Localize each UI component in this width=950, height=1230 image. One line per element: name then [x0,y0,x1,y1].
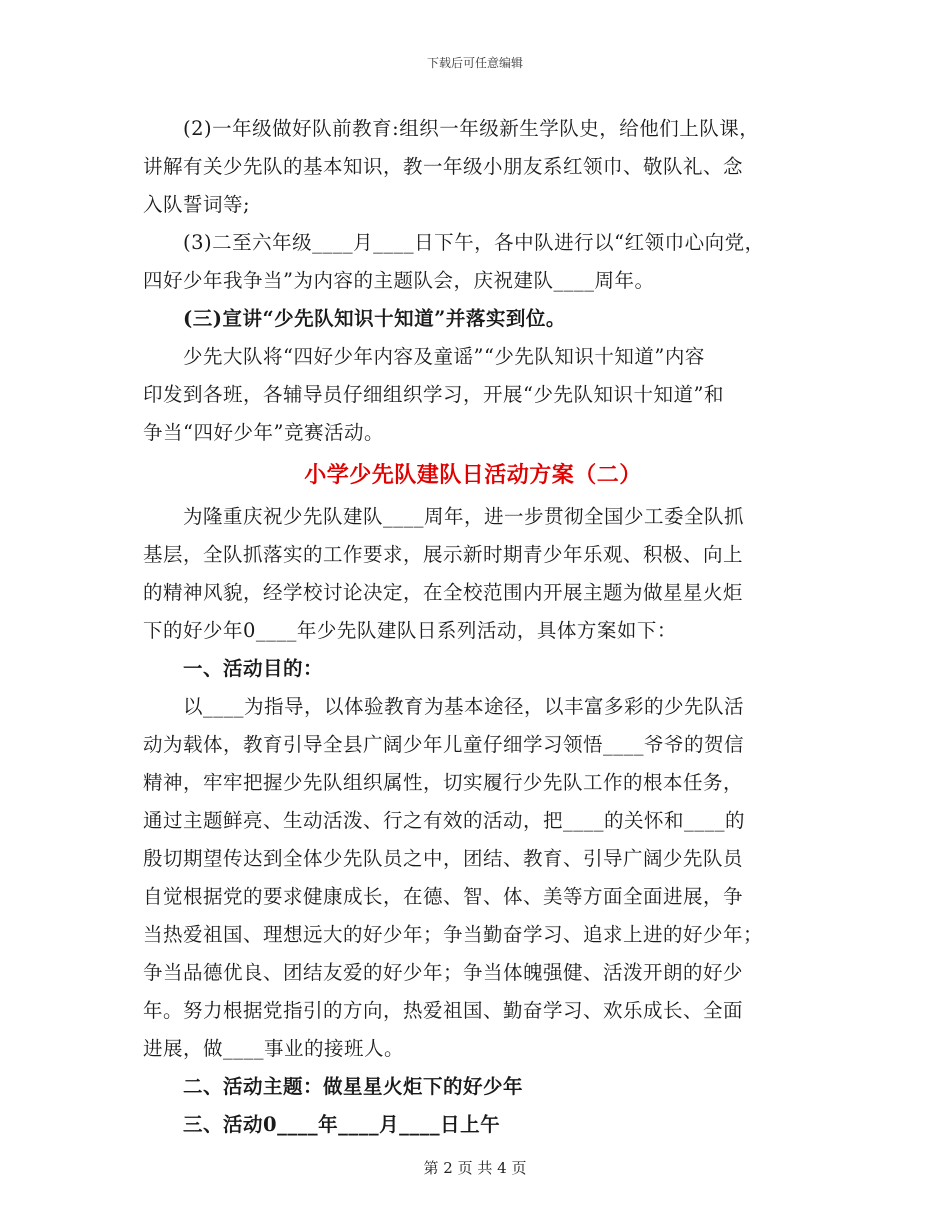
paragraph-line: 自觉根据党的要求健康成长，在德、智、体、美等方面全面进展，争 [143,885,744,908]
paragraph-line: 基层，全队抓落实的工作要求，展示新时期青少年乐观、积极、向上 [143,543,744,566]
section-heading: (三)宣讲“少先队知识十知道”并落实到位。 [183,307,566,330]
paragraph-line: 争当“四好少年”竞赛活动。 [143,421,384,444]
paragraph-line: (2)一年级做好队前教育:组织一年级新生学队史，给他们上队课， [183,117,760,140]
paragraph-line: (3)二至六年级____月____日下午，各中队进行以“红领巾心向党， [183,231,765,254]
paragraph-line: 入队誓词等; [143,193,251,216]
paragraph-line: 当热爱祖国、理想远大的好少年；争当勤奋学习、追求上进的好少年； [143,923,764,946]
paragraph-line: 四好少年我争当”为内容的主题队会，庆祝建队____周年。 [143,269,655,292]
section-heading: 三、活动0____年____月____日上午 [183,1113,501,1136]
paragraph-line: 少先大队将“四好少年内容及童谣”“少先队知识十知道”内容 [183,345,705,368]
document-body [143,110,803,1144]
section-heading: 一、活动目的： [183,657,324,680]
paragraph-line: 殷切期望传达到全体少先队员之中，团结、教育、引导广阔少先队员 [143,847,744,870]
paragraph-line: 精神，牢牢把握少先队组织属性，切实履行少先队工作的根本任务， [143,771,744,794]
paragraph-line: 为隆重庆祝少先队建队____周年，进一步贯彻全国少工委全队抓 [183,505,745,528]
paragraph-line: 以____为指导，以体验教育为基本途径，以丰富多彩的少先队活 [183,695,745,718]
paragraph-line: 下的好少年0____年少先队建队日系列活动，具体方案如下： [143,619,677,642]
paragraph-line: 争当品德优良、团结友爱的好少年；争当体魄强健、活泼开朗的好少 [143,961,744,984]
page-footer-number: 第 2 页 共 4 页 [423,1159,527,1177]
paragraph-line: 动为载体，教育引导全县广阔少年儿童仔细学习领悟____爷爷的贺信 [143,733,745,756]
document-title: 小学少先队建队日活动方案（二） [304,462,642,488]
paragraph-line: 讲解有关少先队的基本知识，教一年级小朋友系红领巾、敬队礼、念 [143,155,744,178]
paragraph-line: 通过主题鲜亮、生动活泼、行之有效的活动，把____的关怀和____的 [143,809,746,832]
paragraph-line: 年。努力根据党指引的方向，热爱祖国、勤奋学习、欢乐成长、全面 [143,999,744,1022]
page-header-note: 下载后可任意编辑 [426,56,523,70]
paragraph-line: 的精神风貌，经学校讨论决定，在全校范围内开展主题为做星星火炬 [143,581,744,604]
paragraph-line: 进展，做____事业的接班人。 [143,1037,405,1060]
paragraph-line: 印发到各班，各辅导员仔细组织学习，开展“少先队知识十知道”和 [143,383,724,406]
section-heading: 二、活动主题：做星星火炬下的好少年 [183,1075,524,1098]
